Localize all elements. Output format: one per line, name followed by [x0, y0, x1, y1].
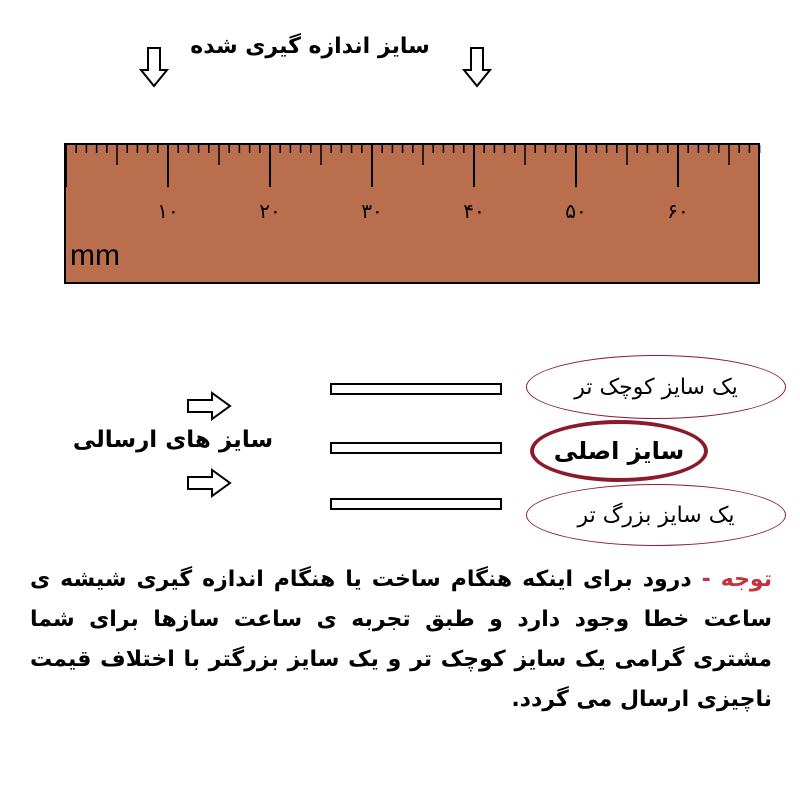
ruler-tick-label-30: ۳۰ [361, 199, 383, 223]
ruler-tick-label-50: ۵۰ [565, 199, 587, 223]
size-bar-original [330, 442, 502, 454]
larger-size-oval [526, 484, 786, 546]
larger-size-label: یک سایز بزرگ تر [577, 502, 735, 528]
down-arrow-icon-left [139, 46, 169, 88]
original-size-oval [530, 420, 708, 482]
measured-size-title: سایز اندازه گیری شده [190, 34, 430, 59]
smaller-size-label: یک سایز کوچک تر [574, 374, 738, 400]
smaller-size-oval [526, 355, 786, 419]
sizes-sent-label: سایز های ارسالی [72, 427, 274, 453]
size-bar-larger [330, 498, 502, 510]
original-size-label: سایز اصلی [553, 437, 685, 465]
ruler [64, 143, 760, 284]
ruler-unit-label: mm [70, 239, 120, 272]
ruler-tick-label-40: ۴۰ [463, 199, 485, 223]
note-label: توجه - [701, 567, 772, 592]
ruler-tick-label-20: ۲۰ [259, 199, 281, 223]
note-text: درود برای اینکه هنگام ساخت یا هنگام اندازه گیری شیشه ی ساعت خطا وجود دارد و طبق تجربه ی ساعت سازها برای شما مشتری گرامی یک سایز کوچک تر و یک سایز بزرگتر با اختلاف قیمت ناچیزی ارسال می گردد. [30, 567, 772, 712]
right-arrow-icon-upper [186, 391, 232, 421]
down-arrow-icon-right [462, 46, 492, 88]
size-bar-smaller [330, 383, 502, 395]
ruler-tick-label-10: ۱۰ [157, 199, 179, 223]
right-arrow-icon-lower [186, 468, 232, 498]
note-paragraph [30, 560, 772, 720]
ruler-tick-label-60: ۶۰ [667, 199, 689, 223]
